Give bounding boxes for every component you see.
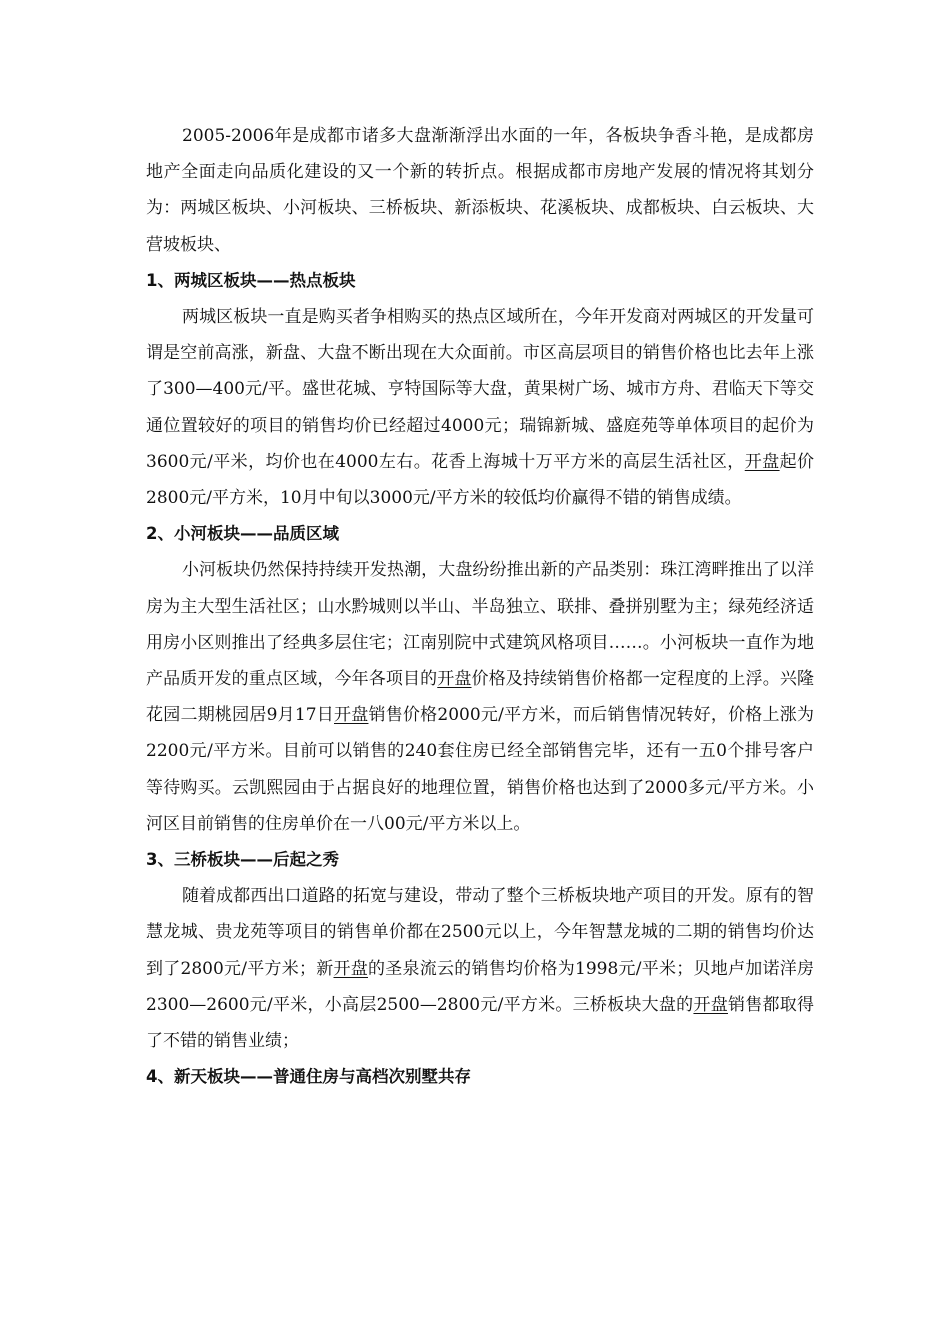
- paragraph-text: 两城区板块一直是购买者争相购买的热点区域所在，今年开发商对两城区的开发量可谓是空前高涨，新盘、大盘不断出现在大众面前。市区高层项目的销售价格也比去年上涨了300—400元/平。盛世花城、亨特国际等大盘，黄果树广场、城市方舟、君临天下等交通位置较好的项目的销售均价已经超过4000元；瑞锦新城、盛庭苑等单体项目的起价为3600元/平米，均价也在4000左右。花香上海城十万平方米的高层生活社区，: [146, 307, 814, 472]
- section-paragraph-1: [146, 299, 814, 516]
- section-heading-4: 4、新天板块——普通住房与高档次别墅共存: [146, 1067, 471, 1087]
- section-heading-1: 1、两城区板块——热点板块: [146, 270, 356, 290]
- paragraph-text: 起价2800元/平方米，10月中旬以3000元/平方米的较低均价赢得不错的销售成绩。: [146, 451, 814, 509]
- paragraph-text: 销售都取得了不错的销售业绩；: [146, 994, 815, 1052]
- intro-paragraph: 2005-2006年是成都市诸多大盘渐渐浮出水面的一年，各板块争香斗艳，是成都房地产全面走向品质化建设的又一个新的转折点。根据成都市房地产发展的情况将其划分为：两城区板块、小河板块、三桥板块、新添板块、花溪板块、成都板块、白云板块、大营坡板块、: [146, 126, 814, 255]
- paragraph-text: 销售价格2000元/平方米，而后销售情况转好，价格上涨为2200元/平方米。目前可以销售的240套住房已经全部销售完毕，还有一五0个排号客户等待购买。云凯熙园由于占据良好的地理位置，销售价格也达到了2000多元/平方米。小河区目前销售的住房单价在一八00元/平方米以上。: [146, 705, 815, 834]
- section-paragraph-2: [146, 552, 814, 842]
- section-heading-2: 2、小河板块——品质区域: [146, 524, 339, 544]
- section-paragraph-3: [146, 878, 814, 1059]
- underlined-term: 开盘: [693, 994, 728, 1015]
- section-heading-3: 3、三桥板块——后起之秀: [146, 850, 339, 870]
- underlined-term: 开盘: [333, 958, 368, 979]
- underlined-term: 开盘: [334, 705, 369, 726]
- paragraph-text: 随着成都西出口道路的拓宽与建设，带动了整个三桥板块地产项目的开发。原有的智慧龙城、贵龙苑等项目的销售单价都在2500元以上，今年智慧龙城的二期的销售均价达到了2800元/平方米；新: [146, 886, 814, 979]
- paragraph-text: 价格及持续销售价格都一定程度的上浮。兴隆花园二期桃园居9月17日: [146, 669, 815, 726]
- underlined-term: 开盘: [437, 669, 472, 690]
- paragraph-text: 的圣泉流云的销售均价格为1998元/平米；贝地卢加诺洋房2300—2600元/平米，小高层2500—2800元/平方米。三桥板块大盘的: [146, 958, 814, 1015]
- underlined-term: 开盘: [744, 451, 780, 472]
- paragraph-text: 小河板块仍然保持持续开发热潮，大盘纷纷推出新的产品类别：珠江湾畔推出了以洋房为主大型生活社区；山水黔城则以半山、半岛独立、联排、叠拼别墅为主；绿苑经济适用房小区则推出了经典多层住宅；江南别院中式建筑风格项目……。小河板块一直作为地产品质开发的重点区域，今年各项目的: [146, 560, 814, 690]
- document-body: [146, 118, 814, 1095]
